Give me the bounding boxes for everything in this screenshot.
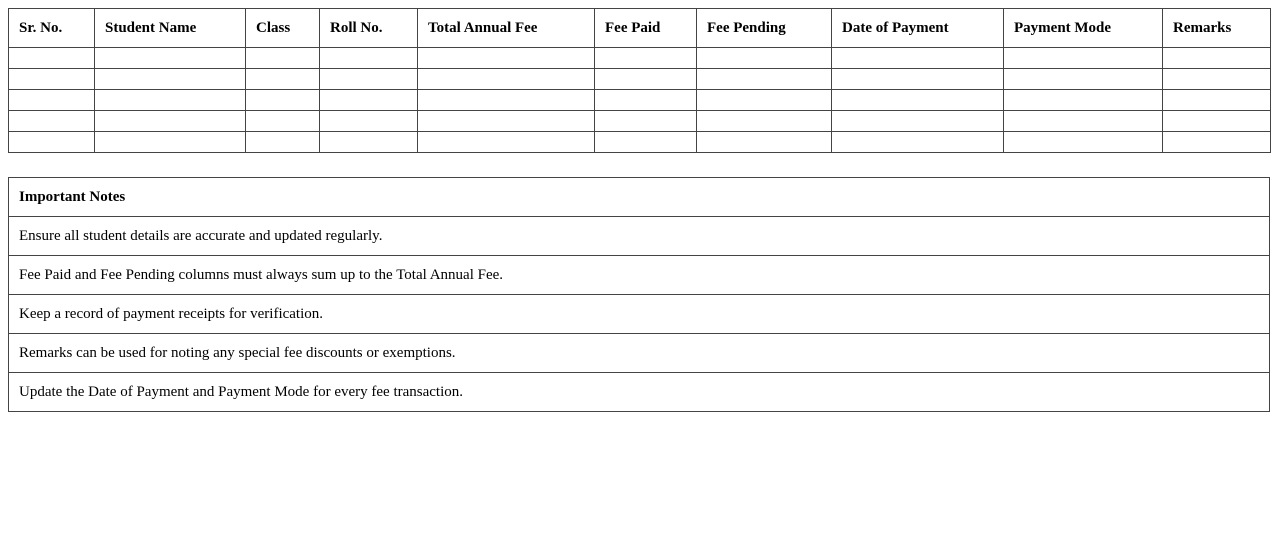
table-cell — [418, 132, 595, 153]
table-cell — [595, 69, 697, 90]
table-row — [9, 48, 1271, 69]
table-cell — [246, 69, 320, 90]
table-row — [9, 111, 1271, 132]
table-cell — [832, 90, 1004, 111]
note-item: Update the Date of Payment and Payment Mode for every fee transaction. — [9, 373, 1270, 412]
table-cell — [95, 132, 246, 153]
table-cell — [95, 69, 246, 90]
column-header-date-of-payment: Date of Payment — [832, 9, 1004, 48]
column-header-sr-no: Sr. No. — [9, 9, 95, 48]
table-cell — [320, 69, 418, 90]
table-cell — [595, 48, 697, 69]
table-cell — [697, 90, 832, 111]
table-cell — [1163, 69, 1271, 90]
table-cell — [832, 48, 1004, 69]
table-cell — [246, 48, 320, 69]
table-cell — [320, 90, 418, 111]
table-cell — [697, 48, 832, 69]
table-cell — [418, 48, 595, 69]
table-cell — [246, 132, 320, 153]
table-cell — [9, 132, 95, 153]
table-cell — [418, 90, 595, 111]
table-cell — [697, 111, 832, 132]
note-item: Fee Paid and Fee Pending columns must always sum up to the Total Annual Fee. — [9, 256, 1270, 295]
table-row — [9, 90, 1271, 111]
table-cell — [1163, 132, 1271, 153]
note-item: Remarks can be used for noting any special fee discounts or exemptions. — [9, 334, 1270, 373]
table-header-row — [9, 9, 1271, 48]
column-header-roll-no: Roll No. — [320, 9, 418, 48]
table-cell — [1004, 111, 1163, 132]
table-cell — [1004, 48, 1163, 69]
table-cell — [320, 132, 418, 153]
column-header-fee-pending: Fee Pending — [697, 9, 832, 48]
table-cell — [832, 111, 1004, 132]
table-row — [9, 132, 1271, 153]
table-cell — [1004, 132, 1163, 153]
table-cell — [320, 111, 418, 132]
note-row — [9, 217, 1270, 256]
table-cell — [95, 48, 246, 69]
table-cell — [832, 132, 1004, 153]
table-row — [9, 69, 1271, 90]
table-cell — [595, 132, 697, 153]
table-cell — [418, 69, 595, 90]
table-cell — [697, 69, 832, 90]
table-cell — [832, 69, 1004, 90]
table-cell — [246, 111, 320, 132]
column-header-class: Class — [246, 9, 320, 48]
column-header-remarks: Remarks — [1163, 9, 1271, 48]
note-row — [9, 373, 1270, 412]
table-cell — [1163, 90, 1271, 111]
table-cell — [246, 90, 320, 111]
table-cell — [697, 132, 832, 153]
table-cell — [9, 90, 95, 111]
note-row — [9, 256, 1270, 295]
note-item: Ensure all student details are accurate and updated regularly. — [9, 217, 1270, 256]
note-row — [9, 334, 1270, 373]
table-cell — [1004, 69, 1163, 90]
note-row — [9, 295, 1270, 334]
table-cell — [418, 111, 595, 132]
table-cell — [9, 111, 95, 132]
table-cell — [1163, 111, 1271, 132]
important-notes-table — [8, 177, 1270, 412]
table-cell — [9, 69, 95, 90]
notes-title-row — [9, 178, 1270, 217]
table-cell — [595, 111, 697, 132]
table-cell — [320, 48, 418, 69]
table-cell — [9, 48, 95, 69]
column-header-total-annual-fee: Total Annual Fee — [418, 9, 595, 48]
note-item: Keep a record of payment receipts for verification. — [9, 295, 1270, 334]
table-cell — [95, 90, 246, 111]
column-header-student-name: Student Name — [95, 9, 246, 48]
table-cell — [95, 111, 246, 132]
table-cell — [1004, 90, 1163, 111]
table-cell — [595, 90, 697, 111]
fee-record-table — [8, 8, 1271, 153]
column-header-fee-paid: Fee Paid — [595, 9, 697, 48]
table-cell — [1163, 48, 1271, 69]
column-header-payment-mode: Payment Mode — [1004, 9, 1163, 48]
notes-title: Important Notes — [9, 178, 1270, 217]
